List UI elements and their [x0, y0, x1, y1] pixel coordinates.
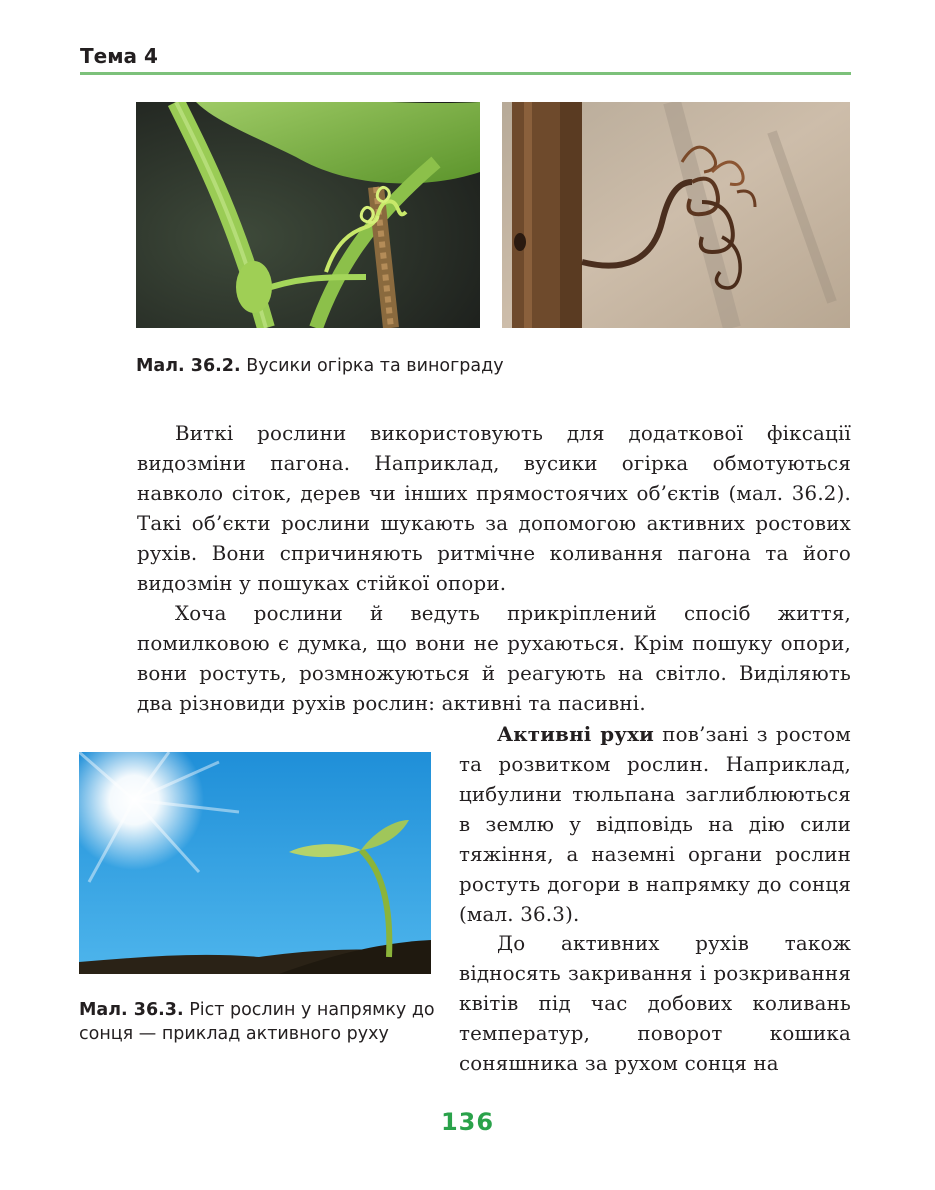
body-paragraph-4	[459, 929, 851, 1079]
paragraph-text: Виткі рослини використовують для додаткової фіксації видозміни пагона. Наприклад, вусики огірка обмотуються навколо сіток, дерев чи інших прямостоячих об’єктів (мал. 36.2). Такі об’єкти рослини шукають за допомогою активних ростових рухів. Вони спричиняють ритмічне коливання пагона та його видозмін у пошуках стійкої опори.	[137, 422, 851, 595]
body-paragraph-3	[459, 719, 851, 930]
page-number: 136	[440, 1108, 495, 1136]
figure-caption-36-2	[136, 354, 504, 378]
sprout-sun-photo	[79, 752, 431, 974]
figure-text: Ріст рослин у напрямку до сонця — приклад активного руху	[79, 1000, 435, 1044]
paragraph-text: пов’зані з ростом та розвитком рослин. Наприклад, цибулини тюльпана заглиблюються в землю у відповідь на дію сили тяжіння, а наземні органи рослин ростуть догори в напрямку до сонця (мал. 36.3).	[459, 723, 851, 926]
figure-label: Мал. 36.3.	[79, 1000, 184, 1020]
paragraph-text: До активних рухів також відносять закривання і розкривання квітів під час добових коливань температур, поворот кошика соняшника за рухом сонця на	[459, 932, 851, 1075]
paragraph-text: Хоча рослини й ведуть прикріплений спосіб життя, помилковою є думка, що вони не рухаються. Крім пошуку опори, вони ростуть, розмножуються й реагують на світло. Виділяють два різновиди рухів рослин: активні та пасивні.	[137, 602, 851, 715]
grape-tendril-photo	[502, 102, 850, 328]
figure-label: Мал. 36.2.	[136, 356, 241, 376]
bold-term: Активні рухи	[497, 722, 655, 746]
section-title: Тема 4	[80, 44, 158, 68]
body-paragraph-2	[137, 599, 851, 719]
cucumber-tendril-photo	[136, 102, 480, 328]
figure-text: Вусики огірка та винограду	[246, 356, 504, 376]
figure-caption-36-3	[79, 998, 439, 1046]
header-divider	[80, 72, 851, 75]
body-paragraph-1	[137, 419, 851, 599]
